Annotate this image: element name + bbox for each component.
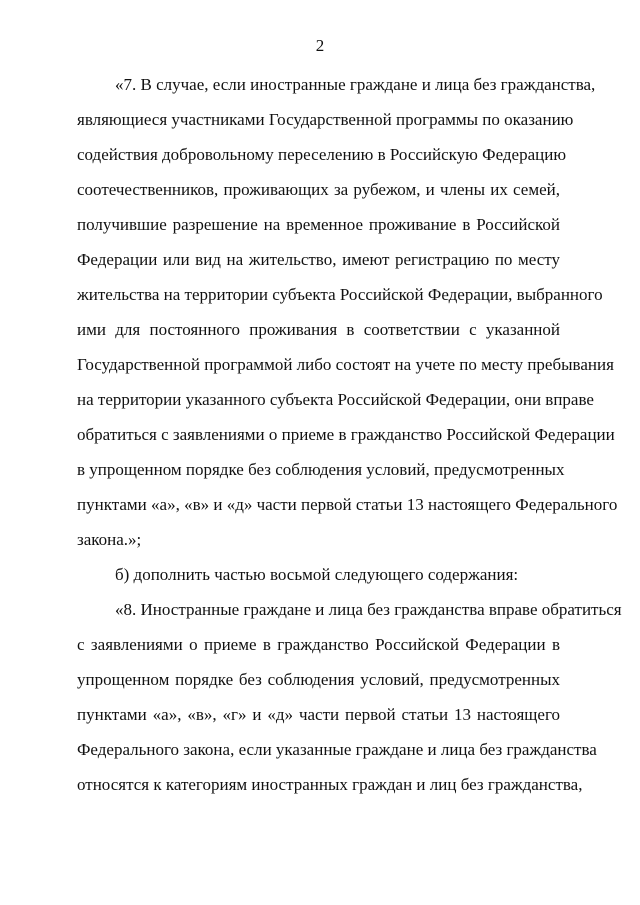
text-line: являющиеся участниками Государственной программы по оказанию bbox=[77, 110, 574, 129]
text-line: обратиться с заявлениями о приеме в гражданство Российской Федерации bbox=[77, 425, 615, 444]
text-line: «8. Иностранные граждане и лица без гражданства вправе обратиться bbox=[115, 600, 622, 619]
text-line: ими для постоянного проживания в соответствии с указанной bbox=[77, 320, 560, 339]
text-line: жительства на территории субъекта Российской Федерации, выбранного bbox=[77, 285, 603, 304]
text-line: с заявлениями о приеме в гражданство Российской Федерации в bbox=[77, 635, 560, 654]
text-line: «7. В случае, если иностранные граждане и лица без гражданства, bbox=[115, 75, 596, 94]
text-line: соотечественников, проживающих за рубежом, и члены их семей, bbox=[77, 180, 560, 199]
text-line: относятся к категориям иностранных граждан и лиц без гражданства, bbox=[77, 775, 583, 794]
text-line: на территории указанного субъекта Российской Федерации, они вправе bbox=[77, 390, 594, 409]
text-line: пунктами «а», «в» и «д» части первой статьи 13 настоящего Федерального bbox=[77, 495, 618, 514]
page-number: 2 bbox=[315, 36, 325, 55]
text-line: содействия добровольному переселению в Российскую Федерацию bbox=[77, 145, 567, 164]
text-line: получившие разрешение на временное проживание в Российской bbox=[77, 215, 560, 234]
text-line: упрощенном порядке без соблюдения условий, предусмотренных bbox=[77, 670, 560, 689]
text-line: б) дополнить частью восьмой следующего содержания: bbox=[115, 565, 519, 584]
text-line: Федерального закона, если указанные граждане и лица без гражданства bbox=[77, 740, 597, 759]
text-line: в упрощенном порядке без соблюдения условий, предусмотренных bbox=[77, 460, 565, 479]
text-line: пунктами «а», «в», «г» и «д» части первой статьи 13 настоящего bbox=[77, 705, 560, 724]
text-line: закона.»; bbox=[77, 530, 142, 549]
text-line: Федерации или вид на жительство, имеют регистрацию по месту bbox=[77, 250, 560, 269]
text-line: Государственной программой либо состоят на учете по месту пребывания bbox=[77, 355, 614, 374]
